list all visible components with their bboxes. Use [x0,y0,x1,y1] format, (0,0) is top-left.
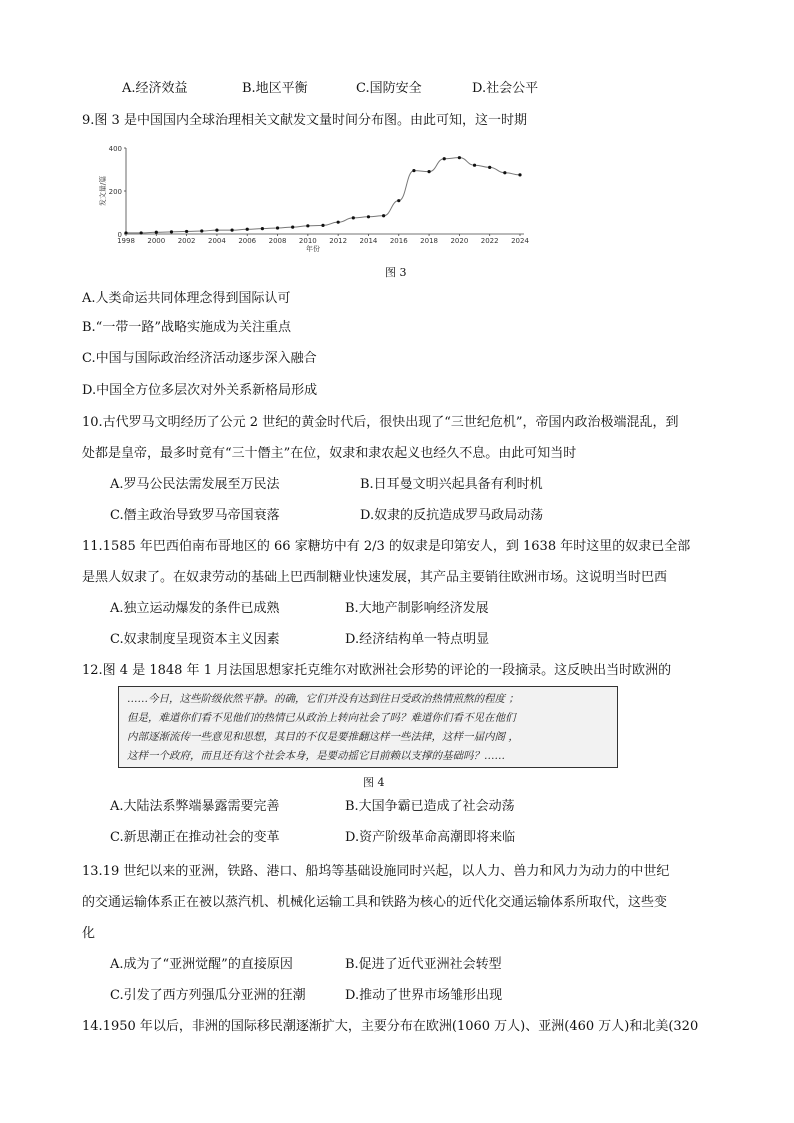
data-point [367,215,370,218]
q8-option-c: C.国防安全 [356,81,422,96]
q12-option-c: C.新思潮正在推动社会的变革 [110,830,280,845]
data-point [170,230,173,233]
q12-option-d: D.资产阶级革命高潮即将来临 [345,830,516,845]
q11-stem-line-2: 是黑人奴隶了。在奴隶劳动的基础上巴西制糖业快速发展，其产品主要销往欧洲市场。这说明当时巴西 [82,570,668,585]
q13-stem-line-3: 化 [82,926,96,941]
q10-option-b: B.日耳曼文明兴起具备有利时机 [360,477,543,492]
quote-line: 内部逐渐流传一些意见和思想，其目的不仅是要推翻这样一些法律，这样一届内阁 ， [127,731,519,743]
data-point [200,229,203,232]
data-point [291,226,294,229]
x-tick-label: 2024 [511,237,529,245]
data-point [427,170,430,173]
x-tick-label: 2002 [177,237,196,245]
q10-option-a: A.罗马公民法需发展至万民法 [110,477,280,492]
x-tick-label: 2018 [420,237,438,245]
q10-option-d: D.奴隶的反抗造成罗马政局动荡 [360,508,544,523]
data-point [306,224,309,227]
q11-stem-line-1: 11.1585 年巴西伯南布哥地区的 66 家糖坊中有 2/3 的奴隶是印第安人，到 1638 年时这里的奴隶已全部 [82,539,691,554]
data-point [215,229,218,232]
x-tick-label: 2012 [329,237,348,245]
data-point [337,221,340,224]
q13-option-d: D.推动了世界市场雏形出现 [345,988,503,1003]
data-point [261,227,264,230]
x-tick-label: 2014 [359,237,378,245]
x-tick-label: 2022 [480,237,499,245]
q12-stem: 12.图 4 是 1848 年 1 月法国思想家托克维尔对欧洲社会形势的评论的一段摘录。这反映出当时欧洲的 [82,663,672,678]
q13-stem-line-2: 的交通运输体系正在被以蒸汽机、机械化运输工具和铁路为核心的近代化交通运输体系所取代，这些变 [82,895,668,910]
data-point [321,224,324,227]
data-point [412,169,415,172]
series-line [126,158,520,233]
q9-option-a: A.人类命运共同体理念得到国际认可 [82,291,291,306]
data-point [185,230,188,233]
q12-option-b: B.大国争霸已造成了社会动荡 [345,799,515,814]
x-axis-label: 年份 [306,245,320,253]
data-point [124,231,127,234]
data-point [473,164,476,167]
y-axis-label: 发文量/篇 [99,175,107,207]
x-tick-label: 1998 [117,237,135,245]
data-point [382,214,385,217]
data-point [397,199,400,202]
data-point [503,171,506,174]
y-tick-label: 400 [108,145,122,153]
quote-line: 这样一个政府，而且还有这个社会本身，是要动摇它目前赖以支撑的基础吗？…… [127,750,505,762]
q12-figure-label: 图 4 [363,776,385,789]
data-point [246,228,249,231]
x-tick-label: 2020 [450,237,469,245]
data-point [230,229,233,232]
q13-option-c: C.引发了西方列强瓜分亚洲的狂潮 [110,988,306,1003]
q10-stem-line-1: 10.古代罗马文明经历了公元 2 世纪的黄金时代后，很快出现了“三世纪危机”，帝国内政治极端混乱，到 [82,415,679,430]
data-point [155,231,158,234]
y-tick-label: 200 [108,188,122,196]
q8-option-d: D.社会公平 [472,81,539,96]
q9-stem: 9.图 3 是中国国内全球治理相关文献发文量时间分布图。由此可知，这一时期 [82,113,527,128]
x-tick-label: 2006 [238,237,257,245]
x-tick-label: 2008 [268,237,287,245]
quote-line: ……今日，这些阶级依然平静。的确，它们并没有达到往日受政治热情煎熬的程度 ； [127,693,519,705]
data-point [140,231,143,234]
q11-option-b: B.大地产制影响经济发展 [345,601,489,616]
figure-4-quote-box [118,686,618,768]
data-point [443,157,446,160]
q10-option-c: C.僭主政治导致罗马帝国衰落 [110,508,280,523]
q10-stem-line-2: 处都是皇帝，最多时竟有“三十僭主”在位，奴隶和隶农起义也经久不息。由此可知当时 [82,446,577,461]
q8-option-b: B.地区平衡 [242,81,308,96]
figure-3-line-chart [96,142,536,260]
data-point [352,216,355,219]
data-point [276,226,279,229]
x-tick-label: 2010 [298,237,317,245]
quote-line: 但是，难道你们看不见他们的热情已从政治上转向社会了吗？难道你们看不见在他们 [127,712,516,724]
q13-stem-line-1: 13.19 世纪以来的亚洲，铁路、港口、船坞等基础设施同时兴起，以人力、兽力和风力为动力的中世纪 [82,864,670,879]
data-point [488,166,491,169]
q8-option-a: A.经济效益 [122,81,188,96]
q9-option-b: B.“一带一路”战略实施成为关注重点 [82,320,291,335]
q11-option-d: D.经济结构单一特点明显 [345,632,490,647]
q13-option-b: B.促进了近代亚洲社会转型 [345,957,502,972]
q14-stem: 14.1950 年以后，非洲的国际移民潮逐渐扩大，主要分布在欧洲(1060 万人)、亚洲(460 万人)和北美(320 [82,1019,699,1034]
q11-option-a: A.独立运动爆发的条件已成熟 [110,601,280,616]
q13-option-a: A.成为了“亚洲觉醒”的直接原因 [110,957,293,972]
q9-option-d: D.中国全方位多层次对外关系新格局形成 [82,383,318,398]
q9-option-c: C.中国与国际政治经济活动逐步深入融合 [82,351,317,366]
data-point [518,173,521,176]
y-tick-label: 0 [117,231,122,239]
q9-figure-label: 图 3 [385,266,407,279]
q12-option-a: A.大陆法系弊端暴露需要完善 [110,799,280,814]
x-tick-label: 2004 [208,237,226,245]
q11-option-c: C.奴隶制度呈现资本主义因素 [110,632,280,647]
x-tick-label: 2016 [389,237,408,245]
x-tick-label: 2000 [147,237,166,245]
data-point [458,156,461,159]
